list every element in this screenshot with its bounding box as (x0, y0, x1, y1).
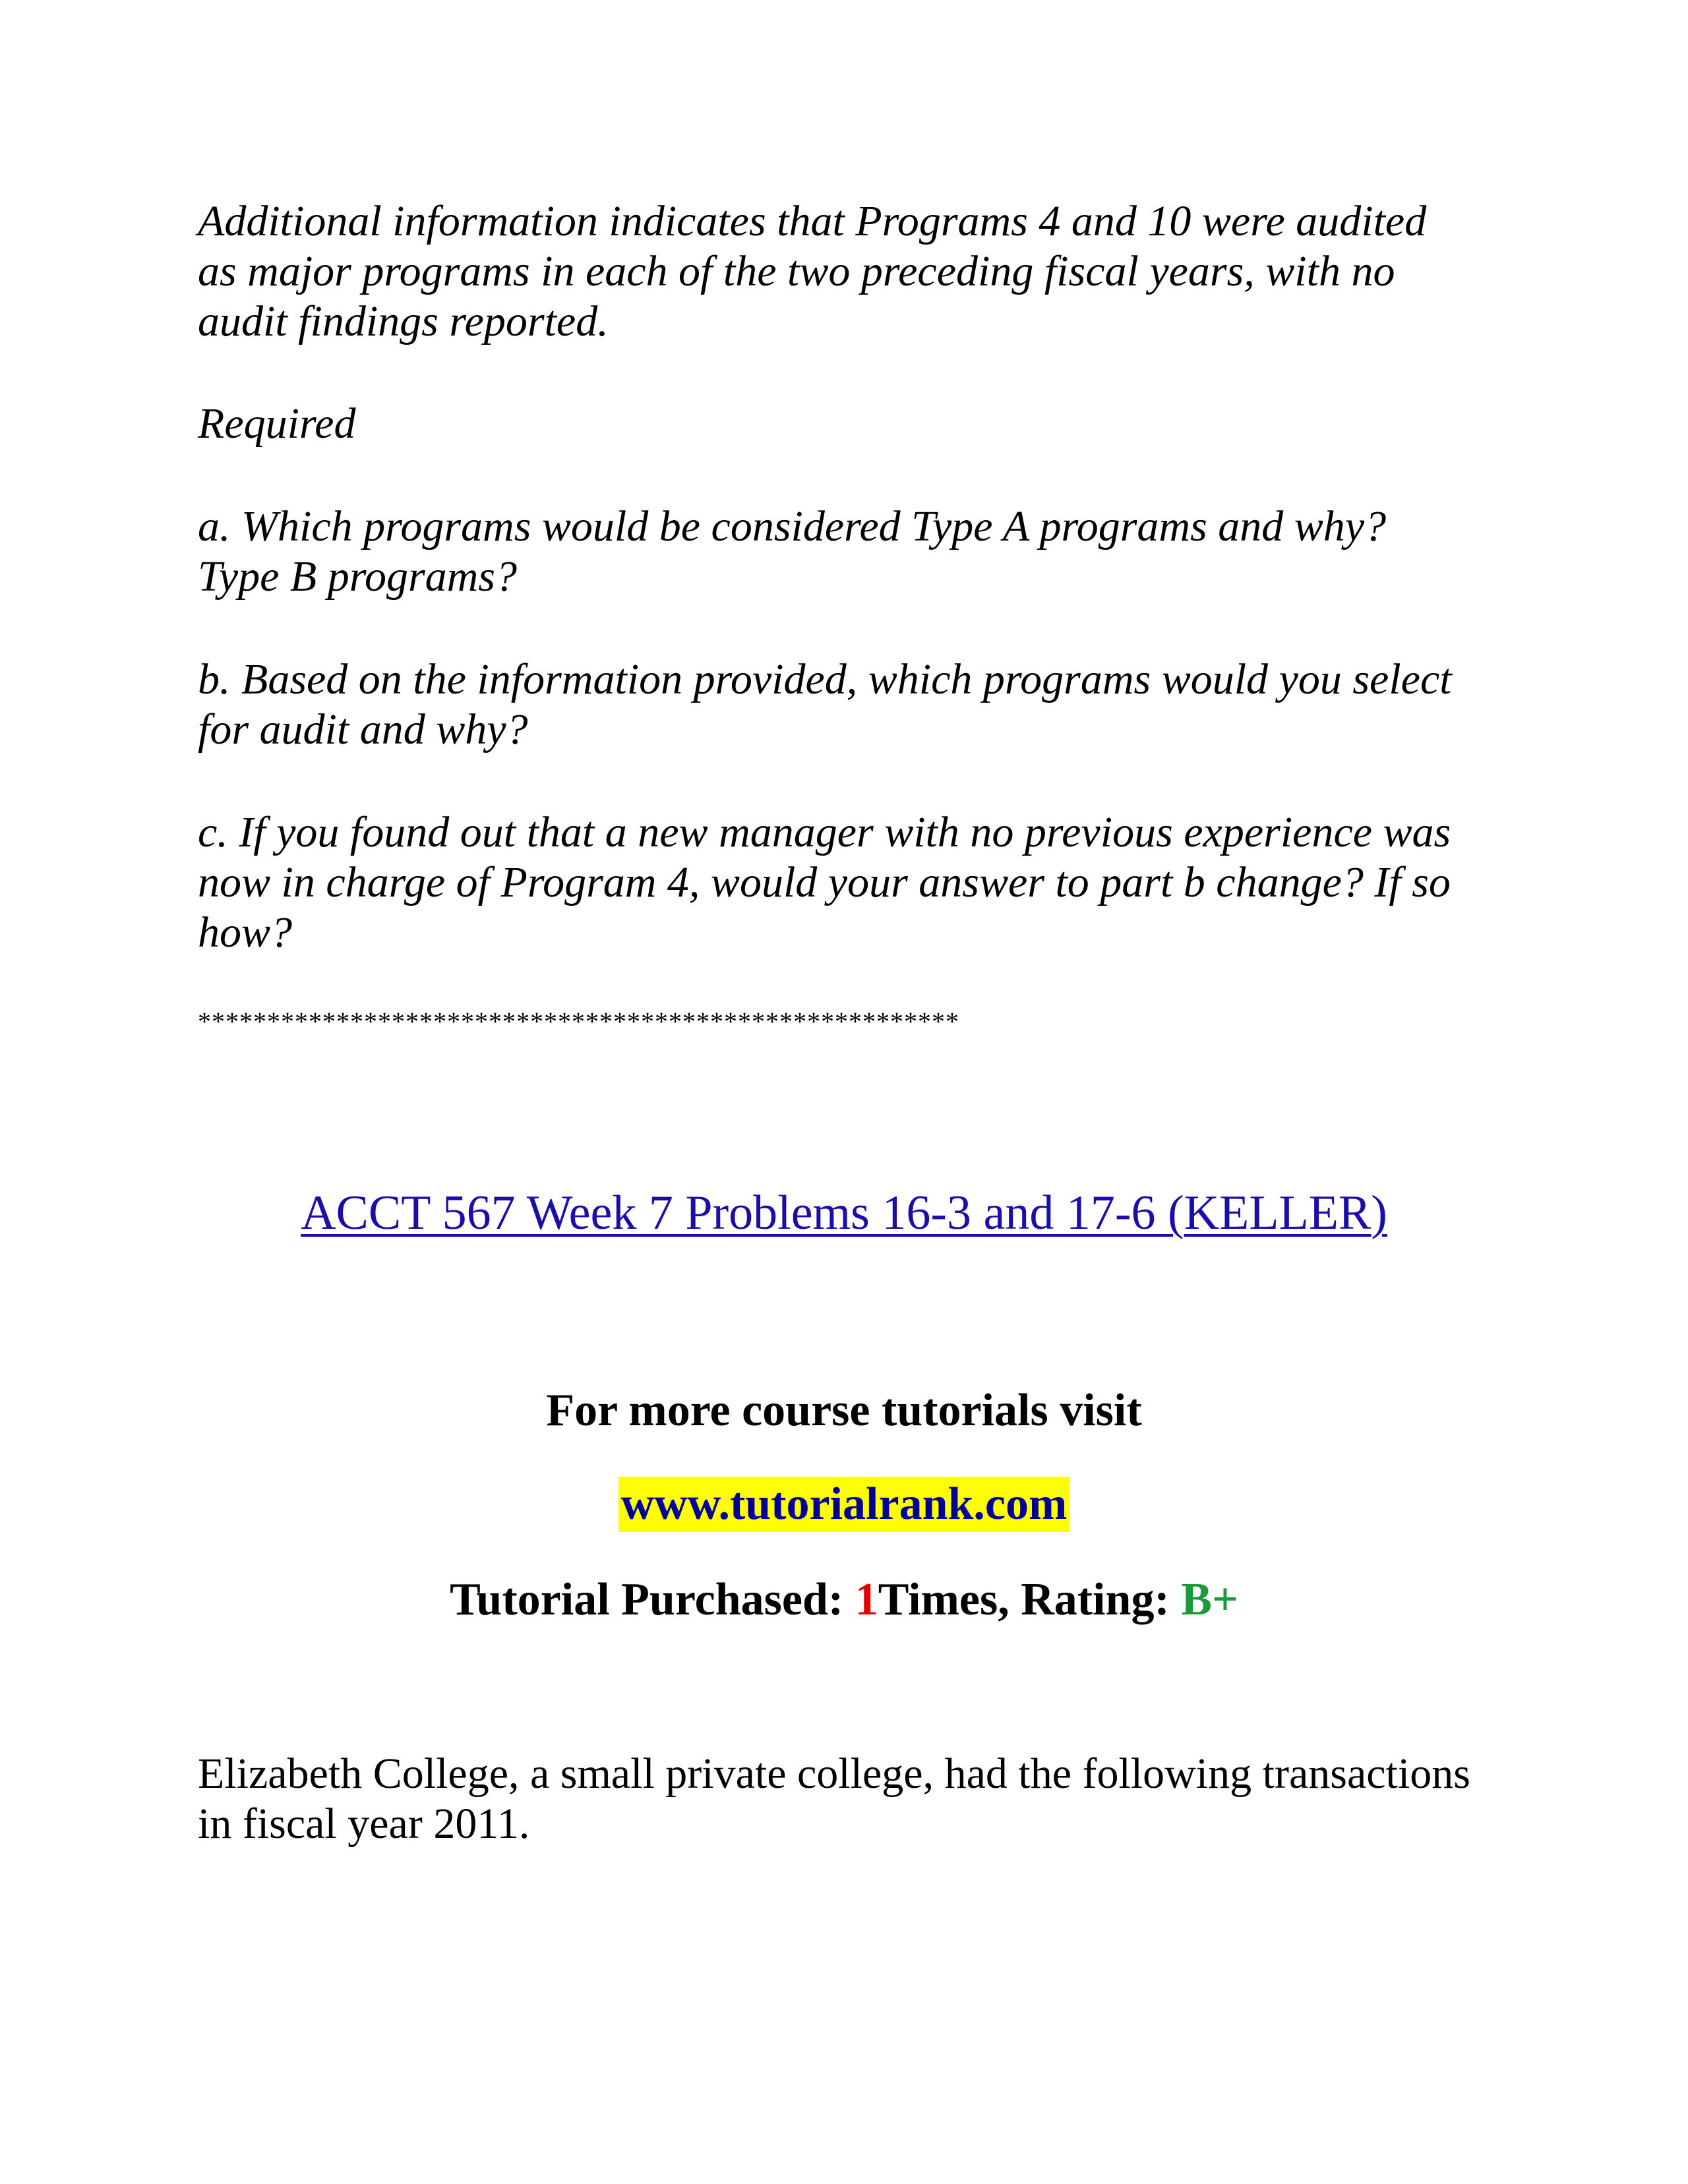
separator-asterisks: ******************************************************* (198, 1007, 959, 1036)
paragraph-additional-information (198, 196, 1517, 347)
paragraph-line: for audit and why? (198, 705, 528, 753)
paragraph-line: b. Based on the information provided, which programs would you select (198, 655, 1452, 703)
site-url-link[interactable]: www.tutorialrank.com (618, 1477, 1070, 1532)
paragraph-line: a. Which programs would be considered Type A programs and why? (198, 502, 1387, 550)
paragraph-line: how? (198, 908, 293, 957)
paragraph-line: in fiscal year 2011. (198, 1800, 530, 1848)
paragraph-line: audit findings reported. (198, 297, 609, 345)
paragraph-line: as major programs in each of the two preceding fiscal years, with no (198, 247, 1395, 295)
more-tutorials-heading: For more course tutorials visit (546, 1385, 1142, 1436)
required-heading: Required (198, 399, 356, 448)
purchase-rating-line (0, 1572, 1688, 1628)
times-rating-label: Times, Rating: (878, 1574, 1182, 1625)
paragraph-line: Additional information indicates that Programs 4 and 10 were audited (198, 197, 1427, 245)
paragraph-elizabeth-college (198, 1749, 1517, 1849)
course-title-link[interactable]: ACCT 567 Week 7 Problems 16-3 and 17-6 (KELLER) (301, 1186, 1387, 1240)
purchased-count: 1 (855, 1574, 878, 1625)
paragraph-line: c. If you found out that a new manager with no previous experience was (198, 808, 1451, 856)
purchased-label: Tutorial Purchased: (450, 1574, 855, 1625)
paragraph-line: now in charge of Program 4, would your answer to part b change? If so (198, 858, 1451, 906)
site-url-container (0, 1477, 1688, 1532)
paragraph-line: Type B programs? (198, 552, 517, 601)
rating-value: B+ (1181, 1574, 1238, 1625)
question-c (198, 808, 1517, 958)
question-a (198, 502, 1517, 602)
paragraph-line: Elizabeth College, a small private college, had the following transactions (198, 1750, 1470, 1798)
question-b (198, 655, 1517, 755)
paragraph-required (198, 399, 1517, 449)
